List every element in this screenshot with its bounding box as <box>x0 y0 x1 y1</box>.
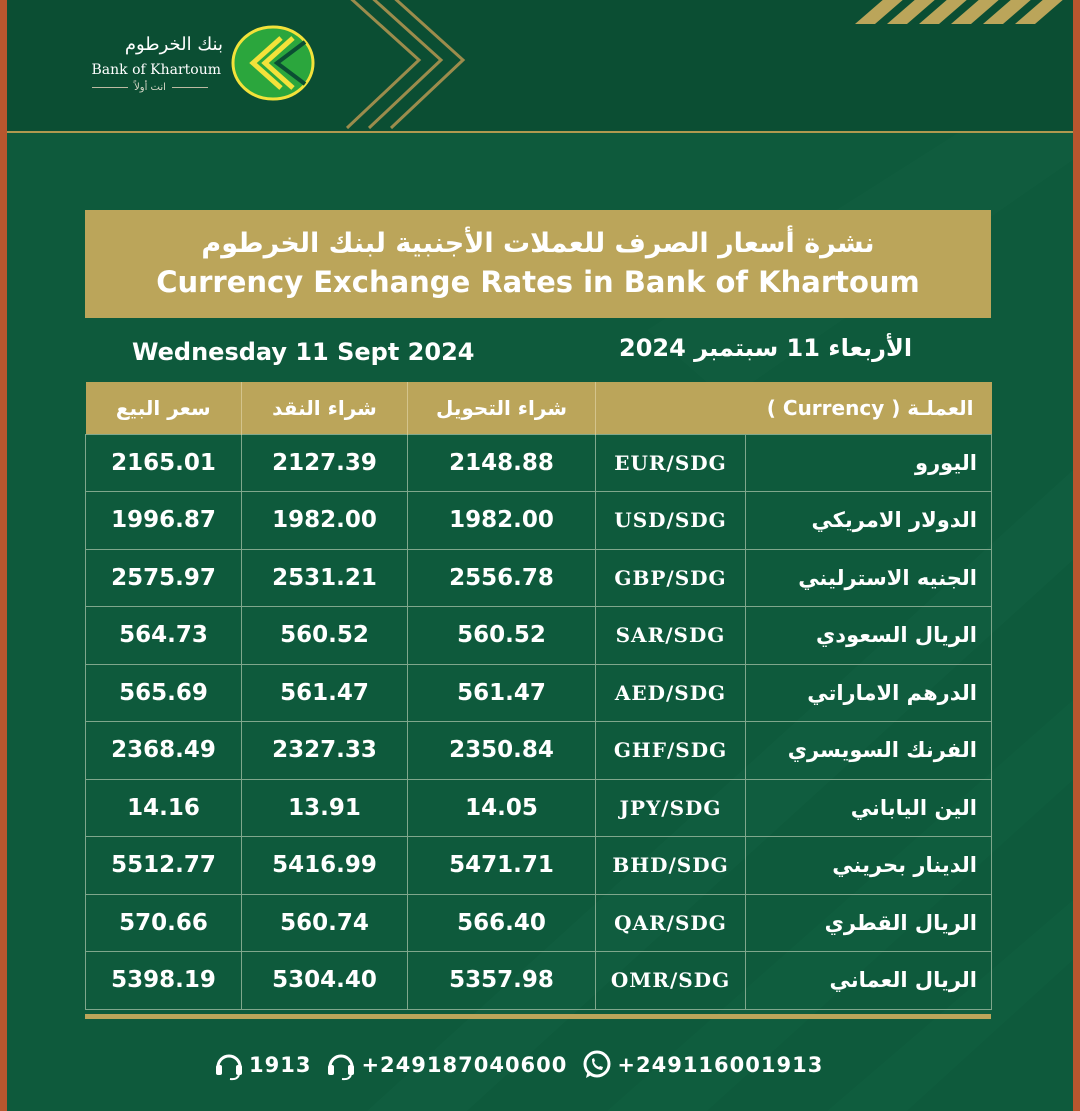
transfer-buy-cell: 5357.98 <box>408 952 596 1010</box>
table-row <box>86 952 992 1010</box>
currency-name-cell: الريال السعودي <box>746 607 992 665</box>
table-row <box>86 894 992 952</box>
currency-pair-cell: AED/SDG <box>596 664 746 722</box>
rates-panel <box>7 0 1073 1111</box>
sell-cell: 2575.97 <box>86 549 242 607</box>
transfer-buy-cell: 2148.88 <box>408 434 596 492</box>
cash-buy-cell: 5416.99 <box>242 837 408 895</box>
whatsapp-number-text: +249116001913 <box>617 1053 824 1077</box>
logo-name-arabic: بنك الخرطوم <box>124 34 223 55</box>
header-cash-buy: شراء النقد <box>242 382 408 434</box>
transfer-buy-cell: 5471.71 <box>408 837 596 895</box>
header-currency: العملـة ( Currency ) <box>596 382 992 434</box>
currency-name-cell: الدرهم الاماراتي <box>746 664 992 722</box>
currency-name-cell: الريال القطري <box>746 894 992 952</box>
logo-name-english: Bank of Khartoum <box>91 62 221 78</box>
exchange-rate-table <box>85 382 992 1010</box>
short-code-text: 1913 <box>249 1053 312 1077</box>
currency-pair-cell: GHF/SDG <box>596 722 746 780</box>
sell-cell: 2368.49 <box>86 722 242 780</box>
transfer-buy-cell: 2556.78 <box>408 549 596 607</box>
headset-icon <box>325 1049 357 1081</box>
table-header-row <box>86 382 992 434</box>
sell-cell: 1996.87 <box>86 492 242 550</box>
whatsapp-icon <box>581 1049 613 1081</box>
cash-buy-cell: 2127.39 <box>242 434 408 492</box>
currency-pair-cell: JPY/SDG <box>596 779 746 837</box>
headset-icon <box>213 1049 245 1081</box>
transfer-buy-cell: 1982.00 <box>408 492 596 550</box>
currency-pair-cell: BHD/SDG <box>596 837 746 895</box>
table-row <box>86 664 992 722</box>
header-sell-price: سعر البيع <box>86 382 242 434</box>
currency-name-cell: الدينار بحريني <box>746 837 992 895</box>
short-code-contact[interactable] <box>213 1049 311 1081</box>
table-bottom-bar <box>85 1014 991 1019</box>
cash-buy-cell: 560.74 <box>242 894 408 952</box>
header-band <box>7 0 1073 133</box>
header-transfer-buy: شراء التحويل <box>408 382 596 434</box>
sell-cell: 2165.01 <box>86 434 242 492</box>
title-banner <box>85 210 991 318</box>
date-english: Wednesday 11 Sept 2024 <box>132 338 475 366</box>
title-english: Currency Exchange Rates in Bank of Khartoum <box>156 265 920 299</box>
currency-name-cell: الجنيه الاسترليني <box>746 549 992 607</box>
table-row <box>86 837 992 895</box>
currency-pair-cell: SAR/SDG <box>596 607 746 665</box>
sell-cell: 5512.77 <box>86 837 242 895</box>
cash-buy-cell: 5304.40 <box>242 952 408 1010</box>
sell-cell: 564.73 <box>86 607 242 665</box>
table-row <box>86 722 992 780</box>
table-row <box>86 492 992 550</box>
currency-name-cell: الريال العماني <box>746 952 992 1010</box>
phone-number-text: +249187040600 <box>361 1053 568 1077</box>
sell-cell: 14.16 <box>86 779 242 837</box>
cash-buy-cell: 560.52 <box>242 607 408 665</box>
sell-cell: 5398.19 <box>86 952 242 1010</box>
currency-pair-cell: QAR/SDG <box>596 894 746 952</box>
title-arabic: نشرة أسعار الصرف للعملات الأجنبية لبنك الخرطوم <box>201 228 875 259</box>
currency-pair-cell: OMR/SDG <box>596 952 746 1010</box>
phone-contact[interactable] <box>325 1049 567 1081</box>
transfer-buy-cell: 560.52 <box>408 607 596 665</box>
currency-pair-cell: EUR/SDG <box>596 434 746 492</box>
transfer-buy-cell: 14.05 <box>408 779 596 837</box>
table-row <box>86 607 992 665</box>
currency-name-cell: الفرنك السويسري <box>746 722 992 780</box>
whatsapp-contact[interactable] <box>581 1049 823 1081</box>
cash-buy-cell: 2531.21 <box>242 549 408 607</box>
cash-buy-cell: 2327.33 <box>242 722 408 780</box>
bank-logo-emblem-icon <box>231 24 315 102</box>
transfer-buy-cell: 2350.84 <box>408 722 596 780</box>
transfer-buy-cell: 566.40 <box>408 894 596 952</box>
table-row <box>86 779 992 837</box>
cash-buy-cell: 561.47 <box>242 664 408 722</box>
currency-name-cell: الين الياباني <box>746 779 992 837</box>
currency-name-cell: اليورو <box>746 434 992 492</box>
currency-name-cell: الدولار الامريكي <box>746 492 992 550</box>
logo-tagline: انت أولاً <box>79 82 221 93</box>
cash-buy-cell: 13.91 <box>242 779 408 837</box>
sell-cell: 570.66 <box>86 894 242 952</box>
transfer-buy-cell: 561.47 <box>408 664 596 722</box>
date-arabic: الأربعاء 11 سبتمبر 2024 <box>619 334 913 362</box>
contact-footer <box>213 1048 837 1082</box>
currency-pair-cell: GBP/SDG <box>596 549 746 607</box>
table-row <box>86 549 992 607</box>
bank-logo <box>79 28 319 100</box>
table-row <box>86 434 992 492</box>
cash-buy-cell: 1982.00 <box>242 492 408 550</box>
currency-pair-cell: USD/SDG <box>596 492 746 550</box>
sell-cell: 565.69 <box>86 664 242 722</box>
